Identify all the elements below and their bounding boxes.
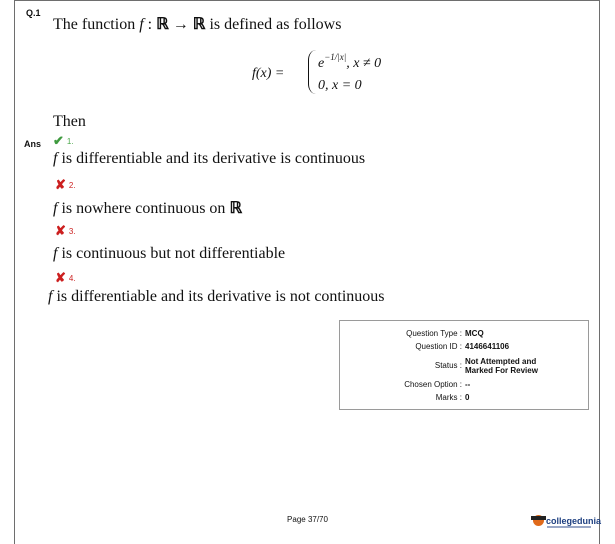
option-4-marker bbox=[55, 270, 76, 285]
question-id-value: 4146641106 bbox=[465, 342, 510, 351]
stem-suffix: is defined as follows bbox=[205, 16, 342, 33]
check-icon: ✔ bbox=[53, 133, 64, 148]
chosen-option-value: -- bbox=[465, 380, 471, 389]
stem-prefix: The function bbox=[53, 16, 140, 33]
option-2-f: f bbox=[53, 200, 58, 217]
left-brace bbox=[308, 50, 317, 94]
page-number: Page 37/70 bbox=[287, 515, 328, 524]
question-type-row bbox=[340, 329, 588, 338]
option-3-body: is continuous but not differentiable bbox=[57, 245, 286, 262]
question-id-row bbox=[340, 342, 588, 351]
option-4-number: 4. bbox=[68, 273, 76, 283]
answer-label: Ans bbox=[24, 139, 42, 149]
stem-codomain: ℝ bbox=[192, 16, 206, 33]
brand-name: collegedunia bbox=[546, 515, 602, 526]
option-2-text bbox=[53, 198, 242, 218]
option-1-marker bbox=[53, 133, 74, 148]
option-3-marker bbox=[55, 223, 76, 238]
definition-lhs: f(x) = bbox=[252, 66, 285, 81]
status-value bbox=[465, 357, 538, 375]
question-id-label: Question ID : bbox=[415, 342, 462, 351]
cross-icon: ✘ bbox=[55, 270, 66, 285]
then-label: Then bbox=[53, 113, 86, 130]
option-2-set: ℝ bbox=[229, 200, 243, 217]
cross-icon: ✘ bbox=[55, 177, 66, 192]
cross-icon: ✘ bbox=[55, 223, 66, 238]
stem-domain: ℝ bbox=[156, 16, 169, 33]
case-nonzero-base: e bbox=[318, 56, 325, 71]
marks-row bbox=[340, 393, 588, 402]
option-1-body: is differentiable and its derivative is continuous bbox=[57, 150, 366, 167]
question-stem bbox=[53, 14, 341, 34]
collegedunia-logo bbox=[533, 515, 601, 526]
case-nonzero-condition: , x ≠ 0 bbox=[346, 56, 382, 71]
logo-tagline-bar bbox=[547, 526, 591, 528]
top-rule bbox=[14, 0, 600, 1]
option-4-f: f bbox=[48, 288, 53, 305]
stem-arrow: → bbox=[168, 16, 193, 33]
page-frame bbox=[14, 0, 600, 544]
option-4-text bbox=[48, 288, 385, 306]
question-type-value: MCQ bbox=[465, 329, 484, 338]
status-line-2: Marked For Review bbox=[465, 366, 538, 375]
marks-value: 0 bbox=[465, 393, 470, 402]
option-3-number: 3. bbox=[68, 226, 76, 236]
option-2-number: 2. bbox=[68, 180, 76, 190]
option-1-text bbox=[53, 150, 365, 168]
question-type-label: Question Type : bbox=[406, 329, 462, 338]
option-2-body: is nowhere continuous on bbox=[57, 200, 230, 217]
case-nonzero-exponent: −1/|x| bbox=[324, 52, 347, 62]
case-nonzero bbox=[318, 52, 381, 72]
status-label: Status : bbox=[434, 361, 462, 370]
graduation-cap-icon bbox=[533, 515, 544, 526]
question-info-box bbox=[339, 320, 589, 410]
chosen-option-label: Chosen Option : bbox=[404, 380, 462, 389]
question-number: Q.1 bbox=[26, 8, 41, 18]
case-zero: 0, x = 0 bbox=[318, 78, 362, 93]
status-line-1: Not Attempted and bbox=[465, 357, 537, 366]
stem-colon: : bbox=[143, 16, 157, 33]
option-1-f: f bbox=[53, 150, 58, 167]
option-1-number: 1. bbox=[66, 136, 74, 146]
option-3-text bbox=[53, 245, 285, 263]
marks-label: Marks : bbox=[435, 393, 462, 402]
option-2-marker bbox=[55, 177, 76, 192]
status-row bbox=[340, 357, 588, 375]
chosen-option-row bbox=[340, 380, 588, 389]
option-4-body: is differentiable and its derivative is not continuous bbox=[52, 288, 385, 305]
option-3-f: f bbox=[53, 245, 58, 262]
stem-function-symbol: f bbox=[139, 16, 144, 33]
